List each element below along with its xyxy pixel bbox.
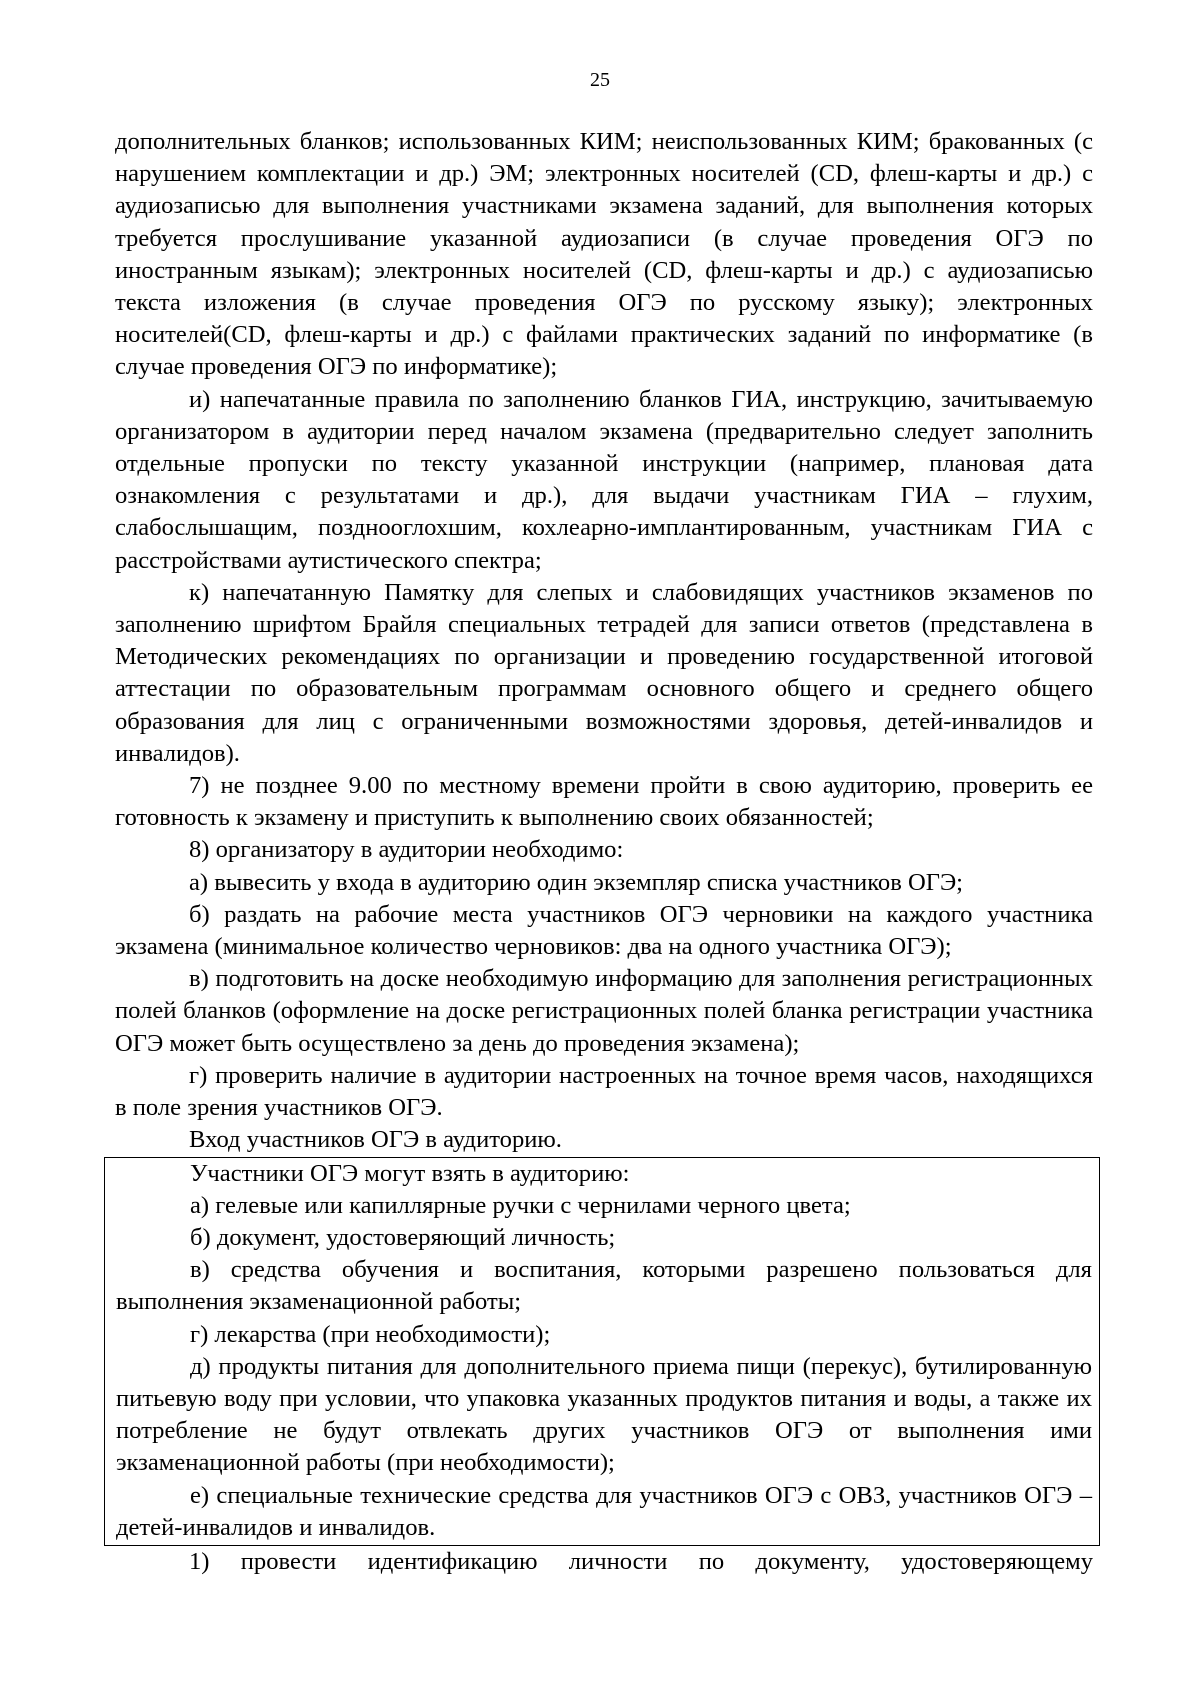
box-paragraph-g: г) лекарства (при необходимости);: [190, 1320, 551, 1348]
box-paragraph-e: е) специальные технические средства для участников ОГЭ с ОВЗ, участников ОГЭ – детей-инвалидов и инвалидов.: [116, 1481, 1092, 1541]
paragraph-item-8: 8) организатору в аудитории необходимо:: [189, 836, 624, 864]
box-paragraph-d: д) продукты питания для дополнительного приема пищи (перекус), бутилированную питьевую воду при условии, что упаковка указанных продуктов питания и воды, а также их потребление не будут отвлекать других участников ОГЭ от выполнения ими экзаменационной работы (при необходимости);: [116, 1352, 1092, 1477]
paragraph-item-i: и) напечатанные правила по заполнению бланков ГИА, инструкцию, зачитываемую организатором в аудитории перед началом экзамена (предварительно следует заполнить отдельные пропуски по тексту указанной инструкции (например, плановая дата ознакомления с результатами и др.), для выдачи участникам ГИА – глухим, слабослышащим, позднооглохшим, кохлеарно-имплантированным, участникам ГИА с расстройствами аутистического спектра;: [115, 385, 1093, 574]
page-number: 25: [590, 69, 610, 91]
text-before-box: [115, 126, 1093, 1157]
paragraph-item-7: 7) не позднее 9.00 по местному времени пройти в свою аудиторию, проверить ее готовность к экзамену и приступить к выполнению своих обязанностей;: [115, 772, 1093, 832]
paragraph-item-b: б) раздать на рабочие места участников ОГЭ черновики на каждого участника экзамена (минимальное количество черновиков: два на одного участника ОГЭ);: [115, 900, 1093, 961]
text-after-box: [115, 1546, 1093, 1578]
paragraph-continuation: дополнительных бланков; использованных КИМ; неиспользованных КИМ; бракованных (с нарушением комплектации и др.) ЭМ; электронных носителей (CD, флеш-карты и др.) с аудиозаписью для выполнения участниками экзамена заданий, для выполнения которых требуется прослушивание указанной аудиозаписи (в случае проведения ОГЭ по иностранным языкам); электронных носителей (CD, флеш-карты и др.) с аудиозаписью текста изложения (в случае проведения ОГЭ по русскому языку); электронных носителей(CD, флеш-карты и др.) с файлами практических заданий по информатике (в случае проведения ОГЭ по информатике);: [115, 128, 1093, 381]
paragraph-entry-heading: Вход участников ОГЭ в аудиторию.: [189, 1126, 562, 1154]
box-paragraph-v: в) средства обучения и воспитания, которыми разрешено пользоваться для выполнения экзаменационной работы;: [116, 1256, 1092, 1316]
paragraph-item-a: а) вывесить у входа в аудиторию один экземпляр списка участников ОГЭ;: [189, 868, 964, 896]
paragraph-item-k: к) напечатанную Памятку для слепых и слабовидящих участников экзаменов по заполнению шрифтом Брайля специальных тетрадей для записи ответов (представлена в Методических рекомендациях по организации и проведению государственной итоговой аттестации по образовательным программам основного общего и среднего общего образования для лиц с ограниченными возможностями здоровья, детей-инвалидов и инвалидов).: [115, 578, 1093, 767]
paragraph-item-1: 1) провести идентификацию личности по документу, удостоверяющему: [189, 1547, 1093, 1575]
box-paragraph-a: а) гелевые или капиллярные ручки с чернилами черного цвета;: [190, 1191, 851, 1219]
paragraph-item-v: в) подготовить на доске необходимую информацию для заполнения регистрационных полей бланков (оформление на доске регистрационных полей бланка регистрации участника ОГЭ может быть осуществлено за день до проведения экзамена);: [115, 965, 1093, 1057]
page-body: [115, 126, 1093, 1578]
box-paragraph-b: б) документ, удостоверяющий личность;: [190, 1223, 616, 1251]
allowed-items-box: [104, 1157, 1100, 1546]
box-paragraph-intro: Участники ОГЭ могут взять в аудиторию:: [190, 1159, 630, 1187]
paragraph-item-g: г) проверить наличие в аудитории настроенных на точное время часов, находящихся в поле зрения участников ОГЭ.: [115, 1061, 1093, 1122]
